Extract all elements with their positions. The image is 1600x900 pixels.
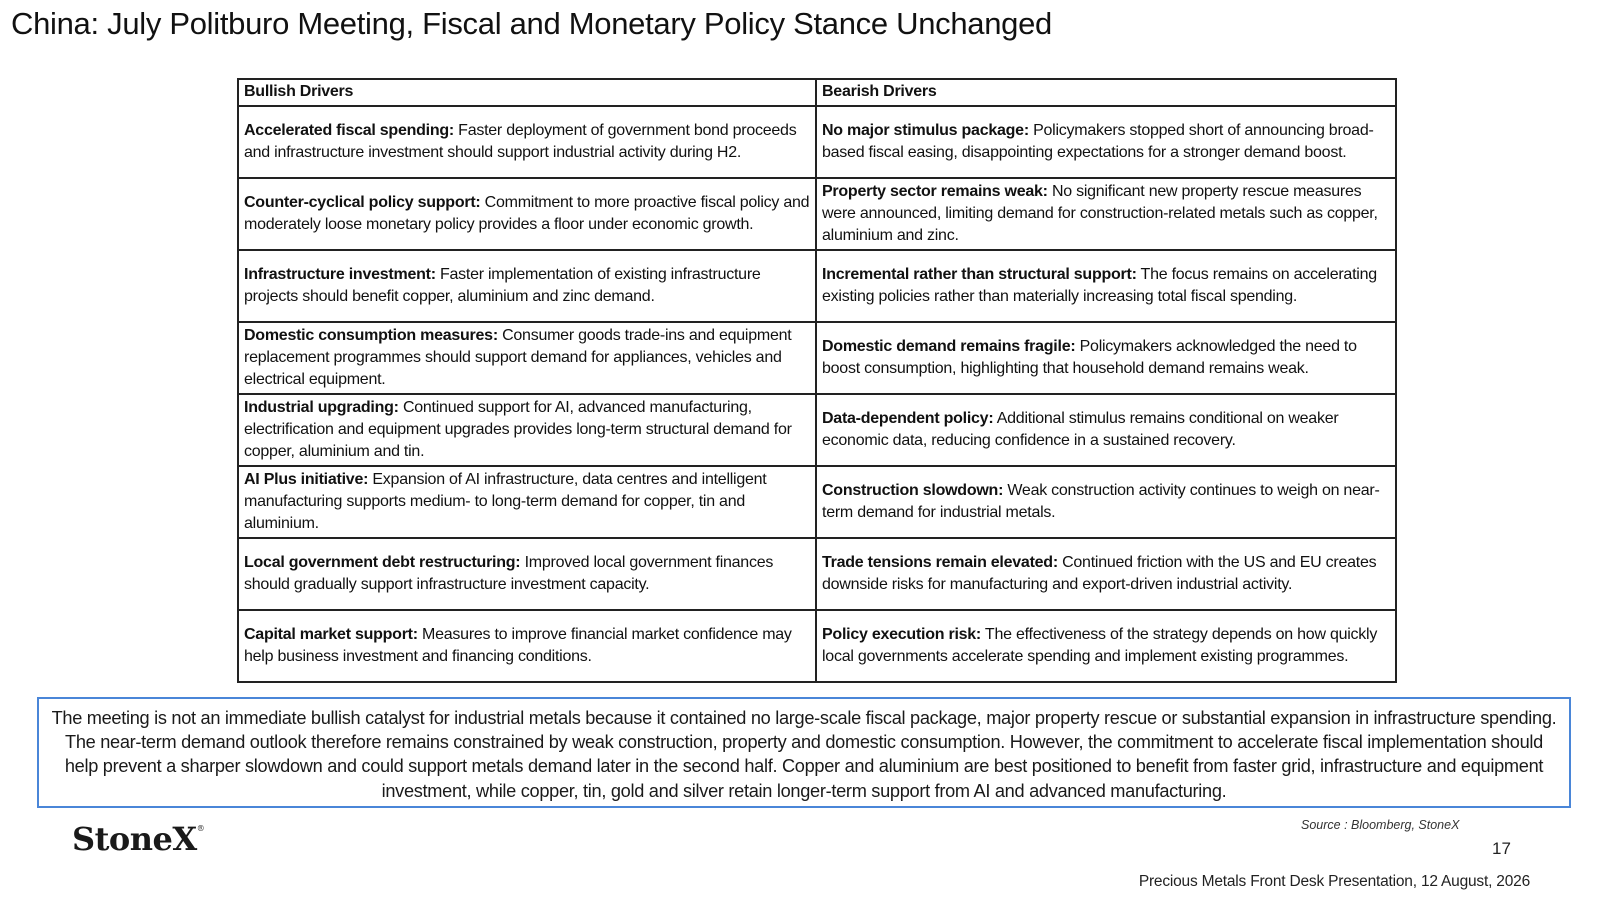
driver-text: The focus remains on accelerating existing policies rather than materially increasing total fiscal spending. (822, 265, 1377, 305)
driver-text: Continued friction with the US and EU creates downside risks for manufacturing and export-driven industrial activity. (822, 553, 1377, 593)
bullish-cell (238, 250, 816, 322)
page-title: China: July Politburo Meeting, Fiscal and Monetary Policy Stance Unchanged (11, 6, 1052, 41)
driver-text: The effectiveness of the strategy depends on how quickly local governments accelerate spending and implement existing programmes. (822, 625, 1378, 665)
bullish-cell (238, 610, 816, 682)
summary-box: The meeting is not an immediate bullish catalyst for industrial metals because it contained no large-scale fiscal package, major property rescue or substantial expansion in infrastructure spending. The near-term demand outlook therefore remains constrained by weak construction, property and domestic consumption. However, the commitment to accelerate fiscal implementation should help prevent a sharper slowdown and could support metals demand later in the second half. Copper and aluminium are best positioned to benefit from faster grid, infrastructure and equipment investment, while copper, tin, gold and silver retain longer-term support from AI and advanced manufacturing. (37, 697, 1571, 808)
driver-text: Faster deployment of government bond proceeds and infrastructure investment should support industrial activity during H2. (244, 121, 797, 161)
header-bearish-drivers: Bearish Drivers (816, 79, 1396, 106)
registered-mark: ® (196, 824, 205, 833)
bullish-cell (238, 394, 816, 466)
table-row (238, 466, 1396, 538)
driver-label: Local government debt restructuring: (244, 553, 521, 571)
table-row (238, 250, 1396, 322)
bearish-cell (816, 106, 1396, 178)
table-row (238, 394, 1396, 466)
driver-label: Domestic demand remains fragile: (822, 337, 1076, 355)
driver-text: Continued support for AI, advanced manufacturing, electrification and equipment upgrades provides long-term structural demand for copper, aluminium and tin. (244, 398, 792, 460)
driver-label: Trade tensions remain elevated: (822, 553, 1058, 571)
bullish-cell (238, 466, 816, 538)
stonex-logo (72, 820, 204, 858)
table-row (238, 538, 1396, 610)
driver-label: Accelerated fiscal spending: (244, 121, 454, 139)
page-number: 17 (1492, 839, 1511, 858)
driver-text: Weak construction activity continues to weigh on near-term demand for industrial metals. (822, 481, 1380, 521)
driver-text: Measures to improve financial market confidence may help business investment and financing conditions. (244, 625, 792, 665)
table-row (238, 178, 1396, 250)
header-bullish-drivers: Bullish Drivers (238, 79, 816, 106)
driver-text: Expansion of AI infrastructure, data centres and intelligent manufacturing supports medium- to long-term demand for copper, tin and aluminium. (244, 470, 767, 532)
bearish-cell (816, 466, 1396, 538)
bullish-cell (238, 322, 816, 394)
driver-label: Industrial upgrading: (244, 398, 399, 416)
driver-text: Commitment to more proactive fiscal policy and moderately loose monetary policy provides a floor under economic growth. (244, 193, 810, 233)
driver-label: No major stimulus package: (822, 121, 1029, 139)
bullish-cell (238, 538, 816, 610)
driver-text: Additional stimulus remains conditional on weaker economic data, reducing confidence in a sustained recovery. (822, 409, 1339, 449)
logo-text: StoneX (72, 820, 197, 858)
table-row (238, 610, 1396, 682)
driver-text: Policymakers acknowledged the need to boost consumption, highlighting that household demand remains weak. (822, 337, 1357, 377)
driver-text: Consumer goods trade-ins and equipment replacement programmes should support demand for appliances, vehicles and electrical equipment. (244, 326, 792, 388)
driver-label: AI Plus initiative: (244, 470, 369, 488)
driver-label: Incremental rather than structural support: (822, 265, 1137, 283)
driver-label: Policy execution risk: (822, 625, 982, 643)
driver-label: Infrastructure investment: (244, 265, 436, 283)
driver-label: Counter-cyclical policy support: (244, 193, 481, 211)
table-row (238, 322, 1396, 394)
footer-text: Precious Metals Front Desk Presentation, 12 August, 2026 (1138, 873, 1530, 890)
driver-text: Faster implementation of existing infrastructure projects should benefit copper, aluminium and zinc demand. (244, 265, 761, 305)
bearish-cell (816, 610, 1396, 682)
table-row (238, 106, 1396, 178)
drivers-table (237, 78, 1397, 683)
driver-label: Capital market support: (244, 625, 418, 643)
driver-text: Improved local government finances should gradually support infrastructure investment capacity. (244, 553, 774, 593)
driver-label: Domestic consumption measures: (244, 326, 498, 344)
driver-label: Construction slowdown: (822, 481, 1004, 499)
driver-label: Property sector remains weak: (822, 182, 1048, 200)
driver-text: No significant new property rescue measures were announced, limiting demand for construction-related metals such as copper, aluminium and zinc. (822, 182, 1378, 244)
table-header-row (238, 79, 1396, 106)
driver-label: Data-dependent policy: (822, 409, 994, 427)
bullish-cell (238, 106, 816, 178)
bearish-cell (816, 322, 1396, 394)
bearish-cell (816, 394, 1396, 466)
bearish-cell (816, 178, 1396, 250)
bullish-cell (238, 178, 816, 250)
driver-text: Policymakers stopped short of announcing broad-based fiscal easing, disappointing expectations for a stronger demand boost. (822, 121, 1374, 161)
bearish-cell (816, 538, 1396, 610)
bearish-cell (816, 250, 1396, 322)
source-note: Source : Bloomberg, StoneX (1301, 818, 1460, 832)
